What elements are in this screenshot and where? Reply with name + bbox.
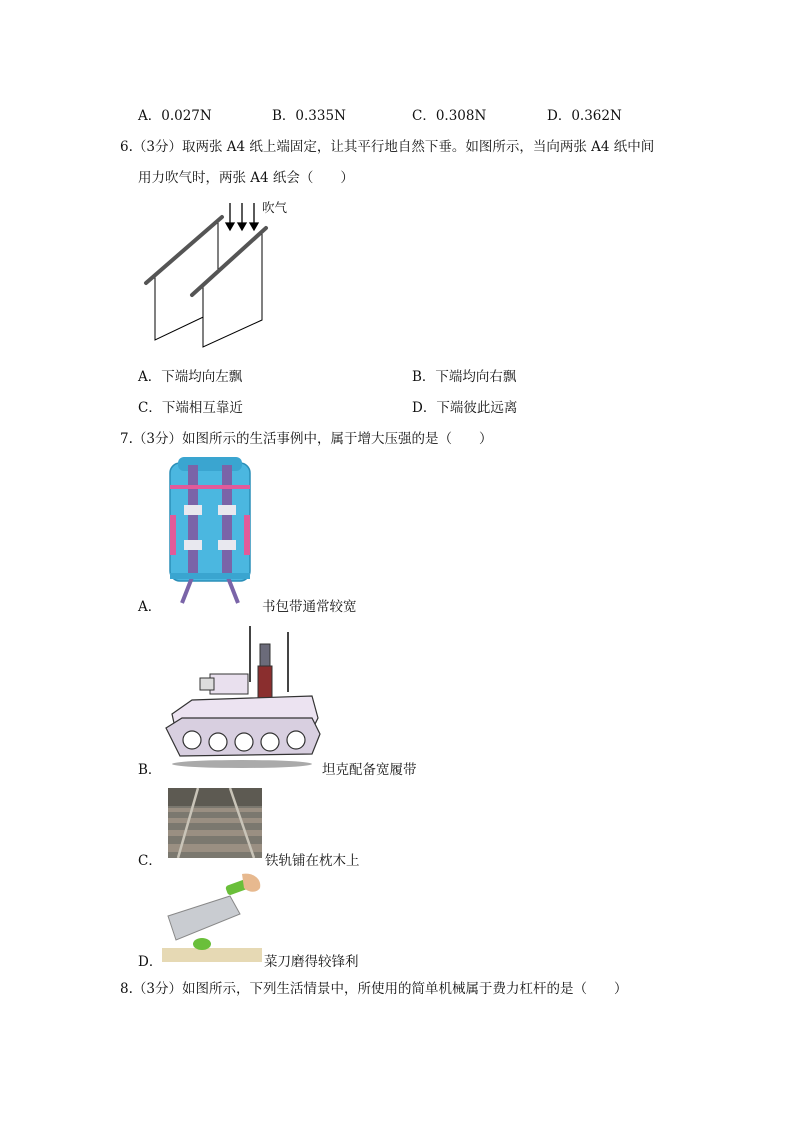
q6-option-d: D．下端彼此远离	[412, 400, 518, 416]
q7-option-b-caption: 坦克配备宽履带	[322, 762, 417, 778]
q5-option-a: A．0.027N	[138, 108, 212, 124]
q7-option-b-letter: B．	[138, 762, 162, 778]
backpack-image	[160, 455, 260, 605]
q6-option-b: B．下端均向右飘	[412, 369, 517, 385]
q6-stem-line1: 6.（3分）取两张 A4 纸上端固定，让其平行地自然下垂。如图所示，当向两张 A4 纸中间	[120, 139, 655, 155]
q7-option-c-letter: C．	[138, 853, 162, 869]
q8-stem: 8.（3分）如图所示，下列生活情景中，所使用的简单机械属于费力杠杆的是（ ）	[120, 981, 628, 997]
q7-stem: 7.（3分）如图所示的生活事例中，属于增大压强的是（ ）	[120, 431, 493, 447]
q7-option-c-caption: 铁轨铺在枕木上	[265, 853, 360, 869]
paper-blowing-figure	[140, 195, 300, 350]
blow-label: 吹气	[262, 200, 288, 215]
q6-option-c: C．下端相互靠近	[138, 400, 243, 416]
q7-option-d-caption: 菜刀磨得较锋利	[264, 954, 359, 970]
blow-arrows-icon	[226, 203, 258, 230]
kitchen-knife-image	[162, 870, 262, 962]
q7-option-a-caption: 书包带通常较宽	[262, 599, 357, 615]
railway-track-image	[168, 788, 262, 858]
q5-option-c: C．0.308N	[412, 108, 487, 124]
q6-option-a: A．下端均向左飘	[138, 369, 243, 385]
tank-image	[162, 622, 322, 770]
q5-option-b: B．0.335N	[272, 108, 346, 124]
q5-option-d: D．0.362N	[547, 108, 622, 124]
q6-stem-line2: 用力吹气时，两张 A4 纸会（ ）	[138, 170, 354, 186]
q7-option-d-letter: D．	[138, 954, 163, 970]
q7-option-a-letter: A．	[138, 599, 162, 615]
